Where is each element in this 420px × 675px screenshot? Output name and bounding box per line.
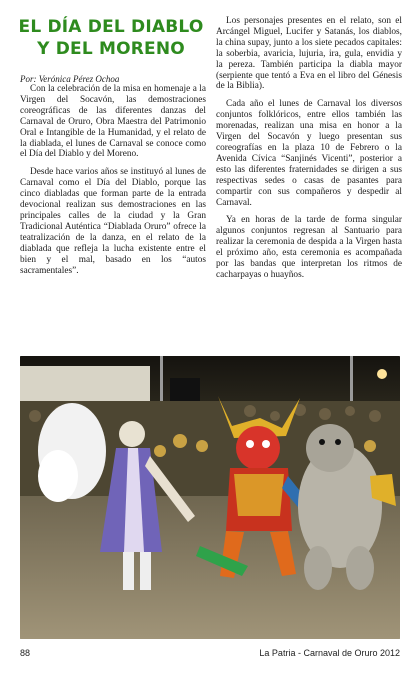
article-column-left [20,84,206,283]
publication-name: La Patria - Carnaval de Oruro 2012 [259,648,400,658]
page-footer [20,648,400,662]
paragraph: Desde hace varios años se instituyó al lunes de Carnaval como el Día del Diablo, porque las cinco diabladas que forman parte de la entrada devocional realizan sus demostraciones en las principales calles de la ciudad y la Gran Tradicional Auténtica “Diablada Oruro” ofrece la teatralización de la danza, en el relato de la diablada que refleja la lucha existente entre el bien y el mal, basado en los “autos sacramentales”. [20,167,206,276]
paragraph: Ya en horas de la tarde de forma singular algunos conjuntos regresan al Santuario para realizar la ceremonia de despida a la Virgen hasta el próximo año, esta ceremonia es acompañada por las bandas que interpretan los ritmos de cacharpayas o huayños. [216,215,402,280]
article-title: EL DÍA DEL DIABLO Y DEL MORENO [18,17,204,59]
carnival-photo [20,356,400,639]
diablada-dancers-illustration [20,356,400,639]
paragraph: Cada año el lunes de Carnaval los diversos conjuntos folklóricos, entre ellos también las morenadas, realizan una misa en honor a la Virgen del Socavón y luego presentan sus coreografías en la plaza 10 de Febrero o la Avenida Cívica “Sanjinés Vicenti”, posterior a esto las diferentes fraternidades se dirigen a sus respectivas sedes o casas de pasantes para compartir con sus compañeros y despedir al Carnaval. [216,99,402,208]
paragraph: Los personajes presentes en el relato, son el Arcángel Miguel, Lucifer y Satanás, los diablos, la china supay, junto a los siete pecados capitales: la soberbia, avaricia, lujuria, ira, gula, envidia y la pereza. También participa la diabla mayor (serpiente que tentó a Eva en el libro del Génesis de la Biblia). [216,16,402,92]
article-byline: Por: Verónica Pérez Ochoa [20,74,120,84]
paragraph: Con la celebración de la misa en homenaje a la Virgen del Socavón, las demostraciones coreográficas de las diferentes danzas del Carnaval de Oruro, Obra Maestra del Patrimonio Oral e Intangible de la Humanidad, y el relato de la diablada, el lunes de Carnaval se conoce como el Día del Diablo y del Moreno. [20,84,206,160]
article-column-right [216,16,402,288]
page-number: 88 [20,648,31,658]
